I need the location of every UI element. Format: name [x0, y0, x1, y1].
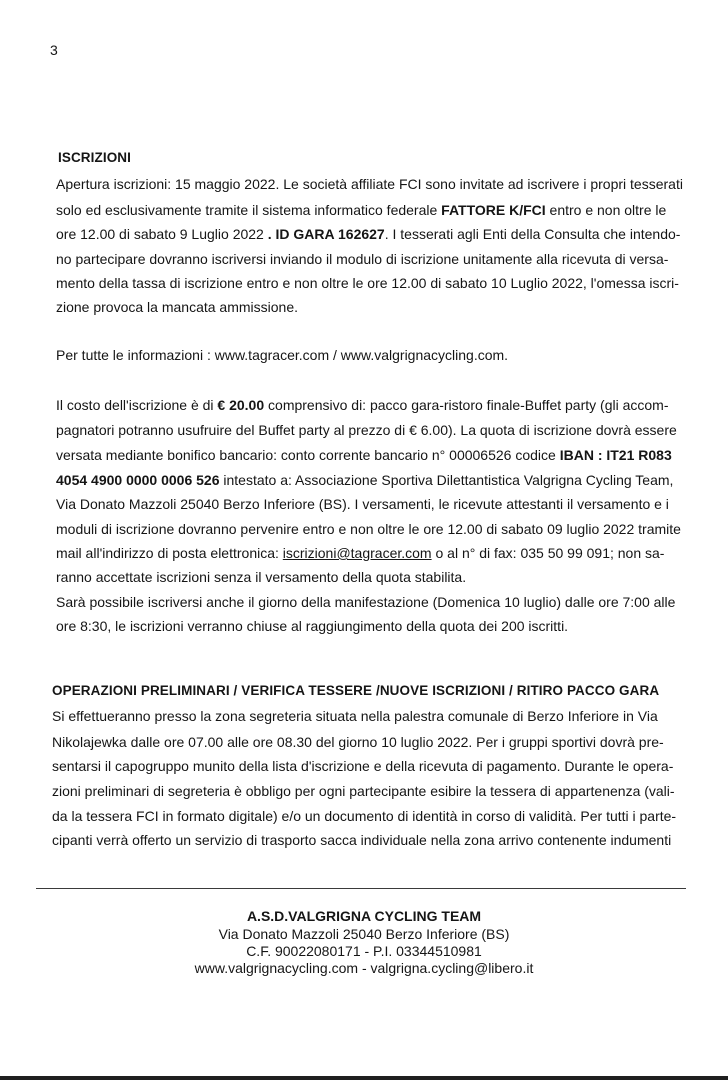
footer-fiscal-codes: C.F. 90022080171 - P.I. 03344510981 — [246, 943, 482, 959]
iban-label: IBAN : IT21 R083 — [559, 447, 672, 463]
section-title-iscrizioni: ISCRIZIONI — [58, 150, 132, 165]
email-link[interactable]: iscrizioni@tagracer.com — [282, 545, 432, 561]
fattore-k-label: FATTORE K/FCI — [441, 202, 546, 218]
paragraph-line: Sarà possibile iscriversi anche il giorno della manifestazione (Domenica 10 luglio) dalle ore 7:00 alle — [56, 594, 676, 610]
section-title-operazioni: OPERAZIONI PRELIMINARI / VERIFICA TESSERE /NUOVE ISCRIZIONI / RITIRO PACCO GARA — [52, 683, 660, 698]
paragraph-line: Nikolajewka dalle ore 07.00 alle ore 08.30 del giorno 10 luglio 2022. Per i gruppi sportivi dovrà pre- — [52, 734, 664, 750]
race-id: . ID GARA 162627 — [267, 226, 385, 242]
paragraph-line: zione provoca la mancata ammissione. — [56, 299, 299, 315]
paragraph-line: sentarsi il capogruppo munito della lista d'iscrizione e della ricevuta di pagamento. Durante le opera- — [52, 758, 674, 774]
paragraph-line: Via Donato Mazzoli 25040 Berzo Inferiore (BS). I versamenti, le ricevute attestanti il versamento e i — [56, 496, 669, 512]
footer-org-name: A.S.D.VALGRIGNA CYCLING TEAM — [246, 908, 482, 924]
paragraph-line: ore 12.00 di sabato 9 Luglio 2022 . ID GARA 162627. I tesserati agli Enti della Consulta che intendo- — [56, 226, 681, 242]
footer-divider — [36, 888, 686, 889]
paragraph-line: pagnatori potranno usufruire del Buffet party al prezzo di € 6.00). La quota di iscrizione dovrà essere — [56, 422, 677, 438]
paragraph-line: versata mediante bonifico bancario: conto corrente bancario n° 00006526 codice IBAN : IT21 R083 — [56, 447, 672, 463]
footer-contacts: www.valgrignacycling.com - valgrigna.cycling@libero.it — [194, 960, 534, 976]
paragraph-line: ranno accettate iscrizioni senza il versamento della quota stabilita. — [56, 569, 467, 585]
info-line: Per tutte le informazioni : www.tagracer.com / www.valgrignacycling.com. — [56, 347, 509, 363]
paragraph-line: ore 8:30, le iscrizioni verranno chiuse al raggiungimento della quota dei 200 iscritti. — [56, 618, 569, 634]
page-number: 3 — [50, 42, 58, 58]
paragraph-line: 4054 4900 0000 0006 526 intestato a: Associazione Sportiva Dilettantistica Valgrigna Cycling Team, — [56, 472, 674, 488]
paragraph-line: da la tessera FCI in formato digitale) e/o un documento di identità in corso di validità. Per tutti i parte- — [52, 808, 677, 824]
paragraph-line: no partecipare dovranno iscriversi inviando il modulo di iscrizione unitamente alla ricevuta di versa- — [56, 251, 669, 267]
iban-number: 4054 4900 0000 0006 526 — [56, 472, 220, 488]
paragraph-line: mento della tassa di iscrizione entro e non oltre le ore 12.00 di sabato 10 Luglio 2022, l'omessa iscri- — [56, 275, 679, 291]
paragraph-line: cipanti verrà offerto un servizio di trasporto sacca individuale nella zona arrivo contenente indumenti — [52, 832, 672, 848]
paragraph-line: Il costo dell'iscrizione è di € 20.00 comprensivo di: pacco gara-ristoro finale-Buffet party (gli accom- — [56, 397, 669, 413]
paragraph-line: moduli di iscrizione dovranno pervenire entro e non oltre le ore 12.00 di sabato 09 luglio 2022 tramite — [56, 521, 681, 537]
paragraph-line: Apertura iscrizioni: 15 maggio 2022. Le società affiliate FCI sono invitate ad iscrivere i propri tesserati — [56, 176, 683, 192]
paragraph-line: zioni preliminari di segreteria è obbligo per ogni partecipante esibire la tessera di appartenenza (vali- — [52, 783, 675, 799]
fee-amount: € 20.00 — [217, 397, 265, 413]
page-bottom-edge — [0, 1076, 728, 1080]
footer-address: Via Donato Mazzoli 25040 Berzo Inferiore (BS) — [218, 926, 510, 942]
paragraph-line: solo ed esclusivamente tramite il sistema informatico federale FATTORE K/FCI entro e non oltre le — [56, 202, 667, 218]
paragraph-line: mail all'indirizzo di posta elettronica: iscrizioni@tagracer.com o al n° di fax: 035 50 99 091; non sa- — [56, 545, 665, 561]
paragraph-line: Si effettueranno presso la zona segreteria situata nella palestra comunale di Berzo Inferiore in Via — [52, 708, 658, 724]
